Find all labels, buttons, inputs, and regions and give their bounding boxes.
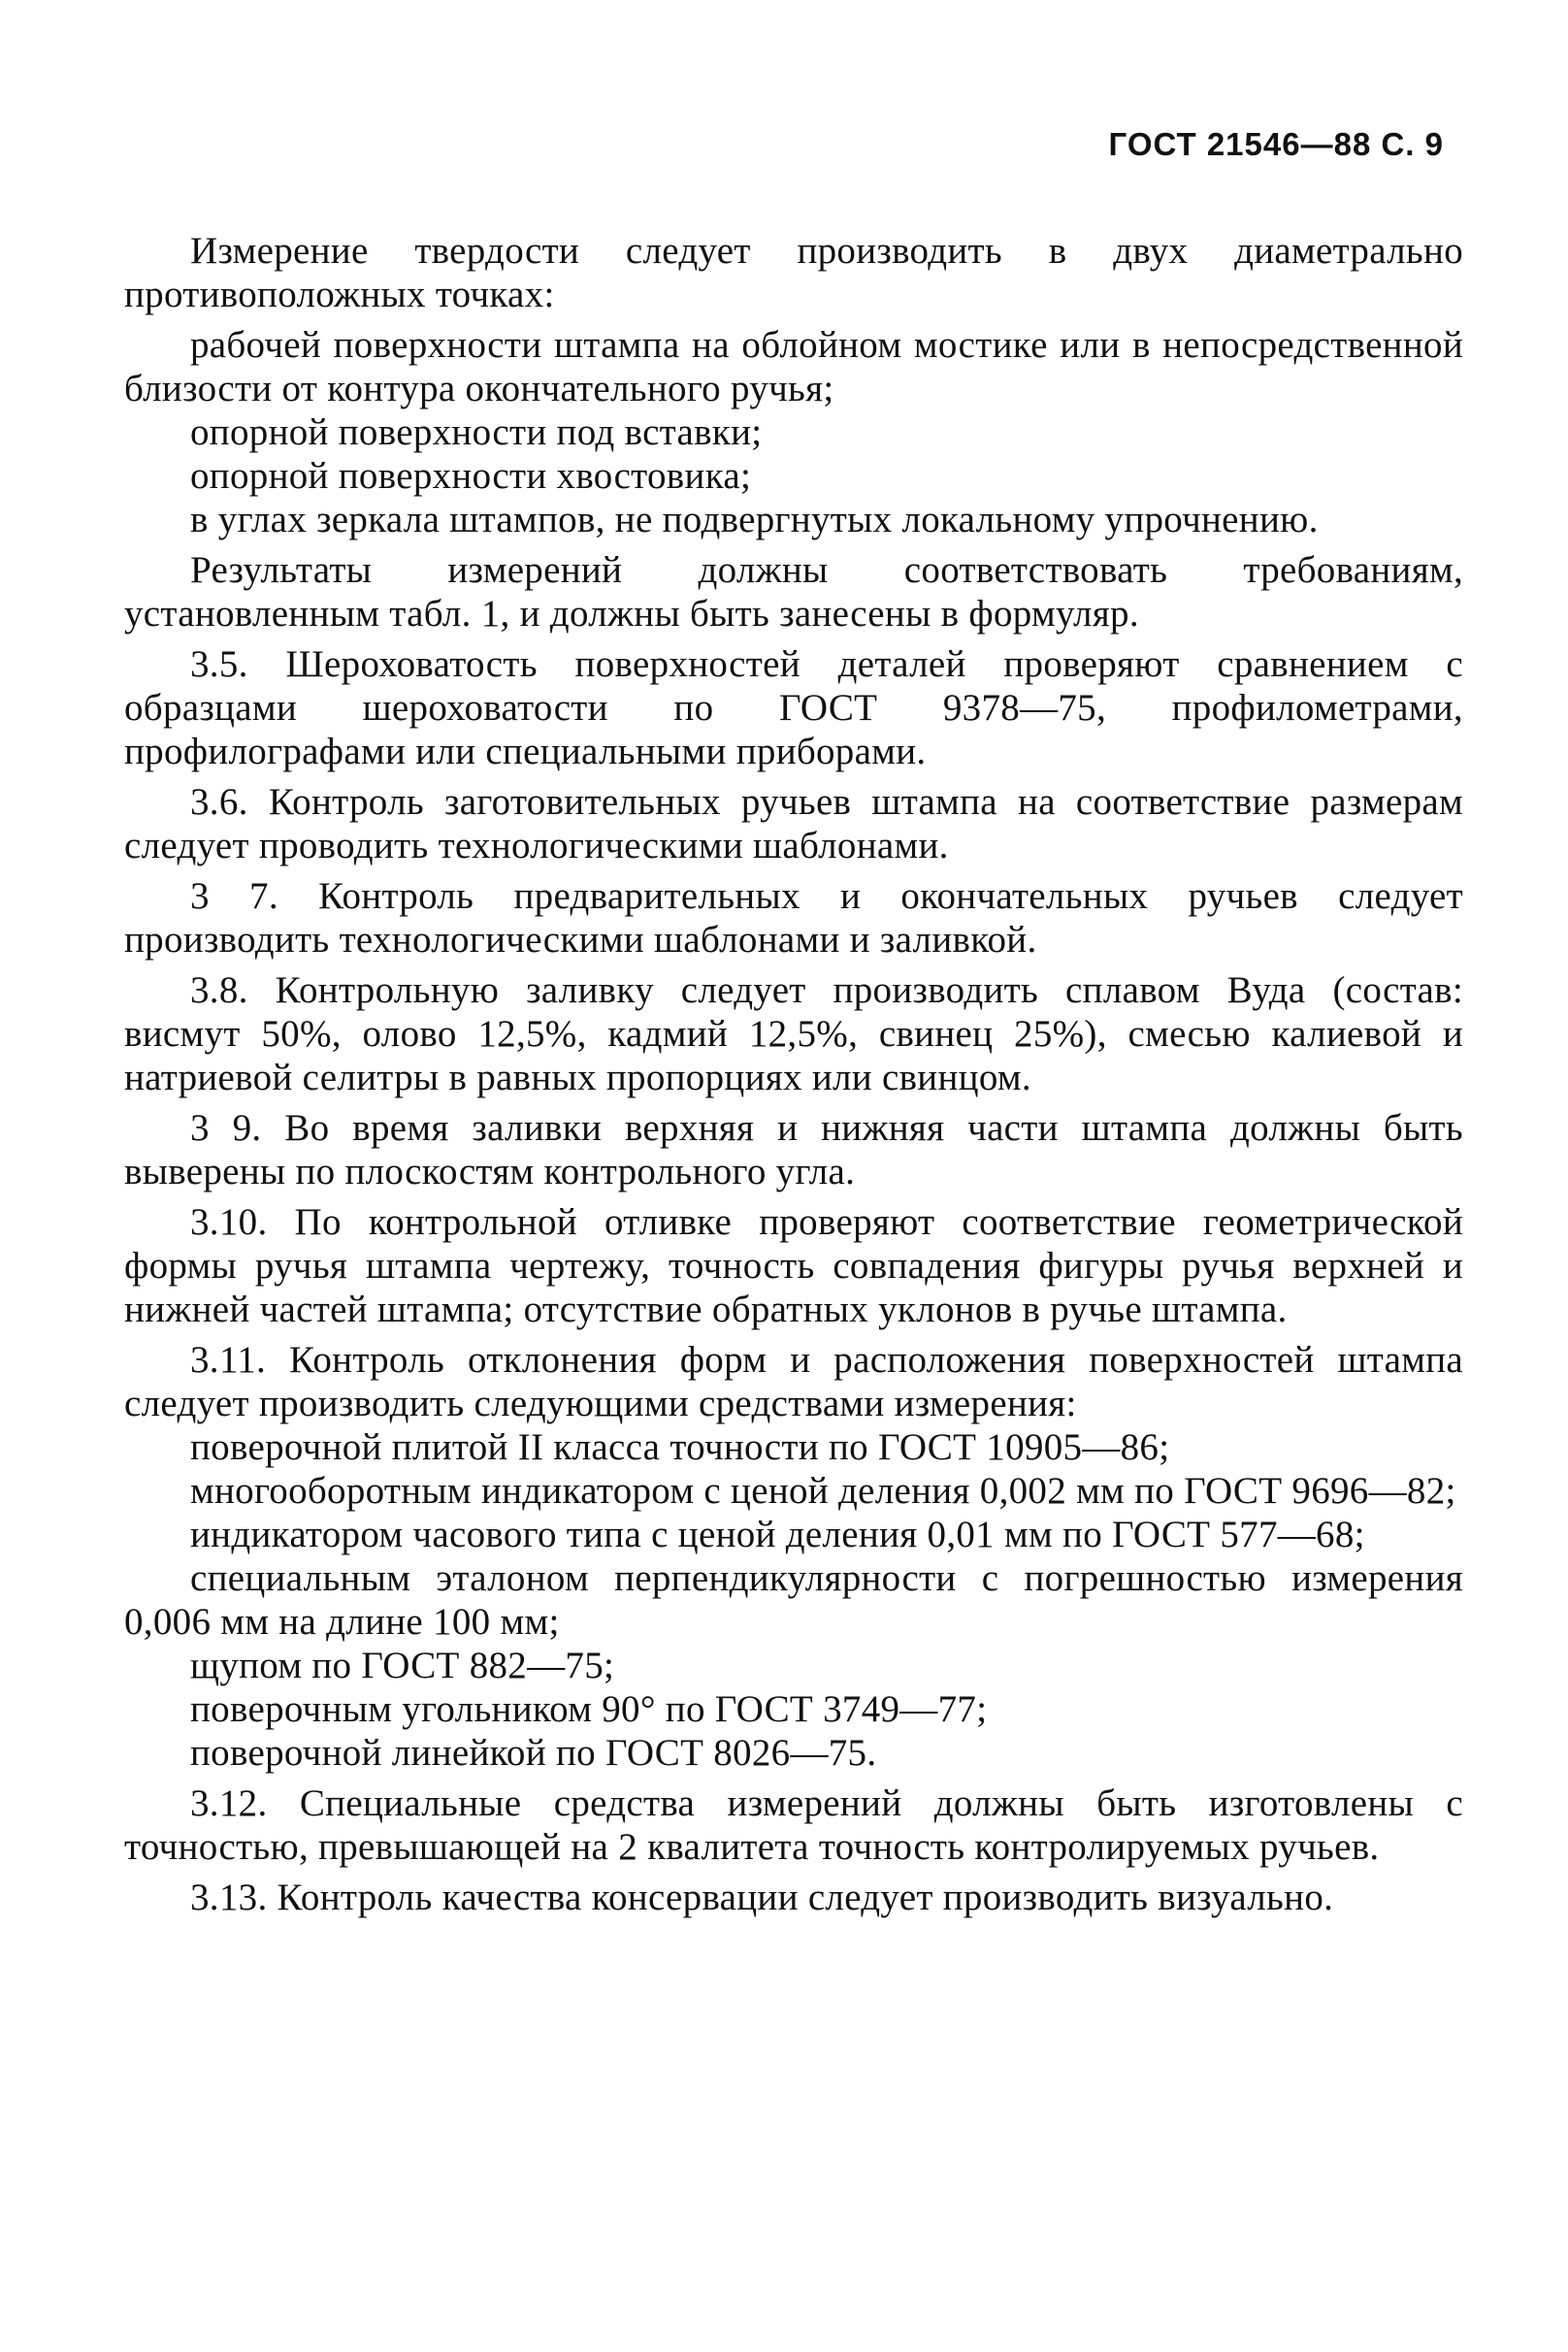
document-body xyxy=(124,229,1463,1926)
hardness-results-paragraph: Результаты измерений должны соответствовать требованиям, установленным табл. 1, и должны быть занесены в формуляр. xyxy=(124,549,1463,635)
clause-3-6: 3.6. Контроль заготовительных ручьев штампа на соответствие размерам следует проводить технологическими шаблонами. xyxy=(124,781,1463,866)
measuring-tool-3: индикатором часового типа с ценой деления 0,01 мм по ГОСТ 577—68; xyxy=(190,1514,1365,1555)
measuring-tool-7: поверочной линейкой по ГОСТ 8026—75. xyxy=(190,1732,877,1774)
page-header: ГОСТ 21546—88 С. 9 xyxy=(1108,126,1444,162)
hardness-point-1: рабочей поверхности штампа на облойном мостике или в непосредственной близости от контура окончательного ручья; xyxy=(124,324,1463,409)
hardness-point-3: опорной поверхности хвостовика; xyxy=(190,455,752,497)
clause-3-10: 3.10. По контрольной отливке проверяют соответствие геометрической формы ручья штампа чертежу, точность совпадения фигуры ручья верхней и нижней частей штампа; отсутствие обратных уклонов в ручье штампа. xyxy=(124,1201,1463,1330)
clause-3-9: 3 9. Во время заливки верхняя и нижняя части штампа должны быть выверены по плоскостям контрольного угла. xyxy=(124,1107,1463,1192)
measuring-tool-4: специальным эталоном перпендикулярности с погрешностью измерения 0,006 мм на длине 100 мм; xyxy=(124,1557,1463,1643)
clause-3-7: 3 7. Контроль предварительных и окончательных ручьев следует производить технологическими шаблонами и заливкой. xyxy=(124,875,1463,961)
measuring-tool-1: поверочной плитой II класса точности по ГОСТ 10905—86; xyxy=(190,1426,1170,1468)
measuring-tool-5: щупом по ГОСТ 882—75; xyxy=(190,1645,615,1686)
clause-3-8: 3.8. Контрольную заливку следует производить сплавом Вуда (состав: висмут 50%, олово 12,5%, кадмий 12,5%, свинец 25%), смесью калиевой и натриевой селитры в равных пропорциях или свинцом. xyxy=(124,969,1463,1098)
clause-3-13: 3.13. Контроль качества консервации следует производить визуально. xyxy=(190,1877,1334,1918)
hardness-point-4: в углах зеркала штампов, не подвергнутых локальному упрочнению. xyxy=(190,499,1319,540)
measuring-tool-2: многооборотным индикатором с ценой деления 0,002 мм по ГОСТ 9696—82; xyxy=(190,1470,1456,1512)
clause-3-5: 3.5. Шероховатость поверхностей деталей проверяют сравнением с образцами шероховатости по ГОСТ 9378—75, профилометрами, профилографами или специальными приборами. xyxy=(124,643,1463,772)
clause-3-12: 3.12. Специальные средства измерений должны быть изготовлены с точностью, превышающей на 2 квалитета точность контролируемых ручьев. xyxy=(124,1782,1463,1868)
clause-3-11: 3.11. Контроль отклонения форм и расположения поверхностей штампа следует производить следующими средствами измерения: xyxy=(124,1339,1463,1424)
hardness-intro-paragraph: Измерение твердости следует производить в двух диаметрально противоположных точках: xyxy=(124,230,1463,315)
measuring-tool-6: поверочным угольником 90° по ГОСТ 3749—77; xyxy=(190,1688,988,1730)
hardness-point-2: опорной поверхности под вставки; xyxy=(190,411,763,453)
